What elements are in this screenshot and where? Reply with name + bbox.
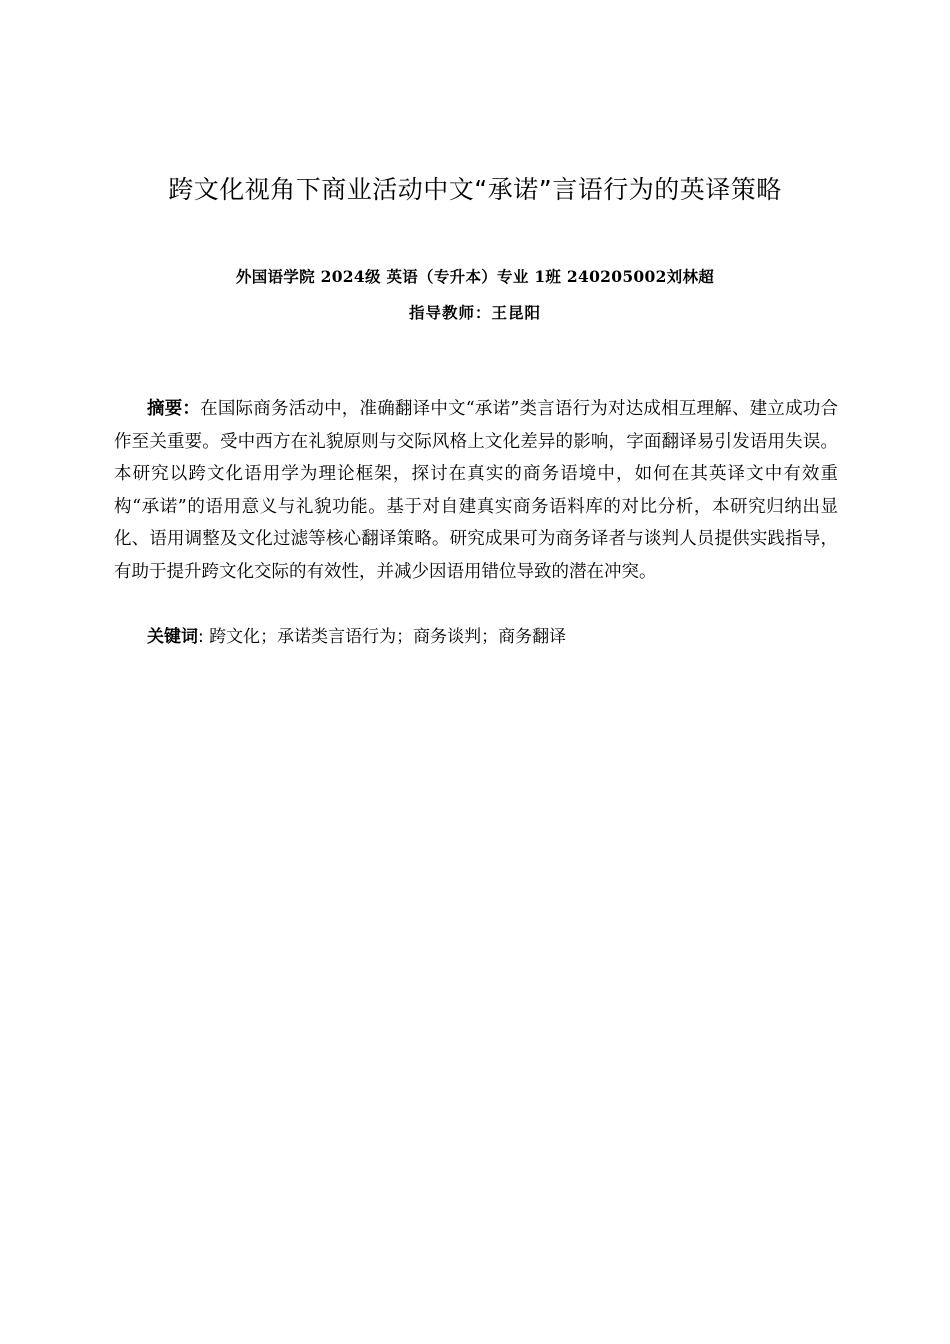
keywords-label: 关键词 <box>147 627 198 647</box>
abstract-text: 在国际商务活动中，准确翻译中文“承诺”类言语行为对达成相互理解、建立成功合作至关重要。受中西方在礼貌原则与交际风格上文化差异的影响，字面翻译易引发语用失误。本研究以跨文化语用学为理论框架，探讨在真实的商务语境中，如何在其英译文中有效重构“承诺”的语用意义与礼貌功能。基于对自建真实商务语料库的对比分析，本研究归纳出显化、语用调整及文化过滤等核心翻译策略。研究成果可为商务译者与谈判人员提供实践指导，有助于提升跨文化交际的有效性，并减少因语用错位导致的潜在冲突。 <box>114 399 839 582</box>
keywords-text: 跨文化；承诺类言语行为；商务谈判；商务翻译 <box>209 627 567 647</box>
advisor-info: 指导教师：王昆阳 <box>408 303 541 322</box>
keywords-line <box>147 621 837 653</box>
abstract-paragraph <box>114 393 838 588</box>
abstract-label: 摘要： <box>147 399 201 419</box>
author-info: 外国语学院 2024级 英语（专升本）专业 1班 240205002刘林超 <box>235 267 715 286</box>
paper-title: 跨文化视角下商业活动中文“承诺”言语行为的英译策略 <box>168 175 782 204</box>
keywords-separator: : <box>198 627 210 647</box>
